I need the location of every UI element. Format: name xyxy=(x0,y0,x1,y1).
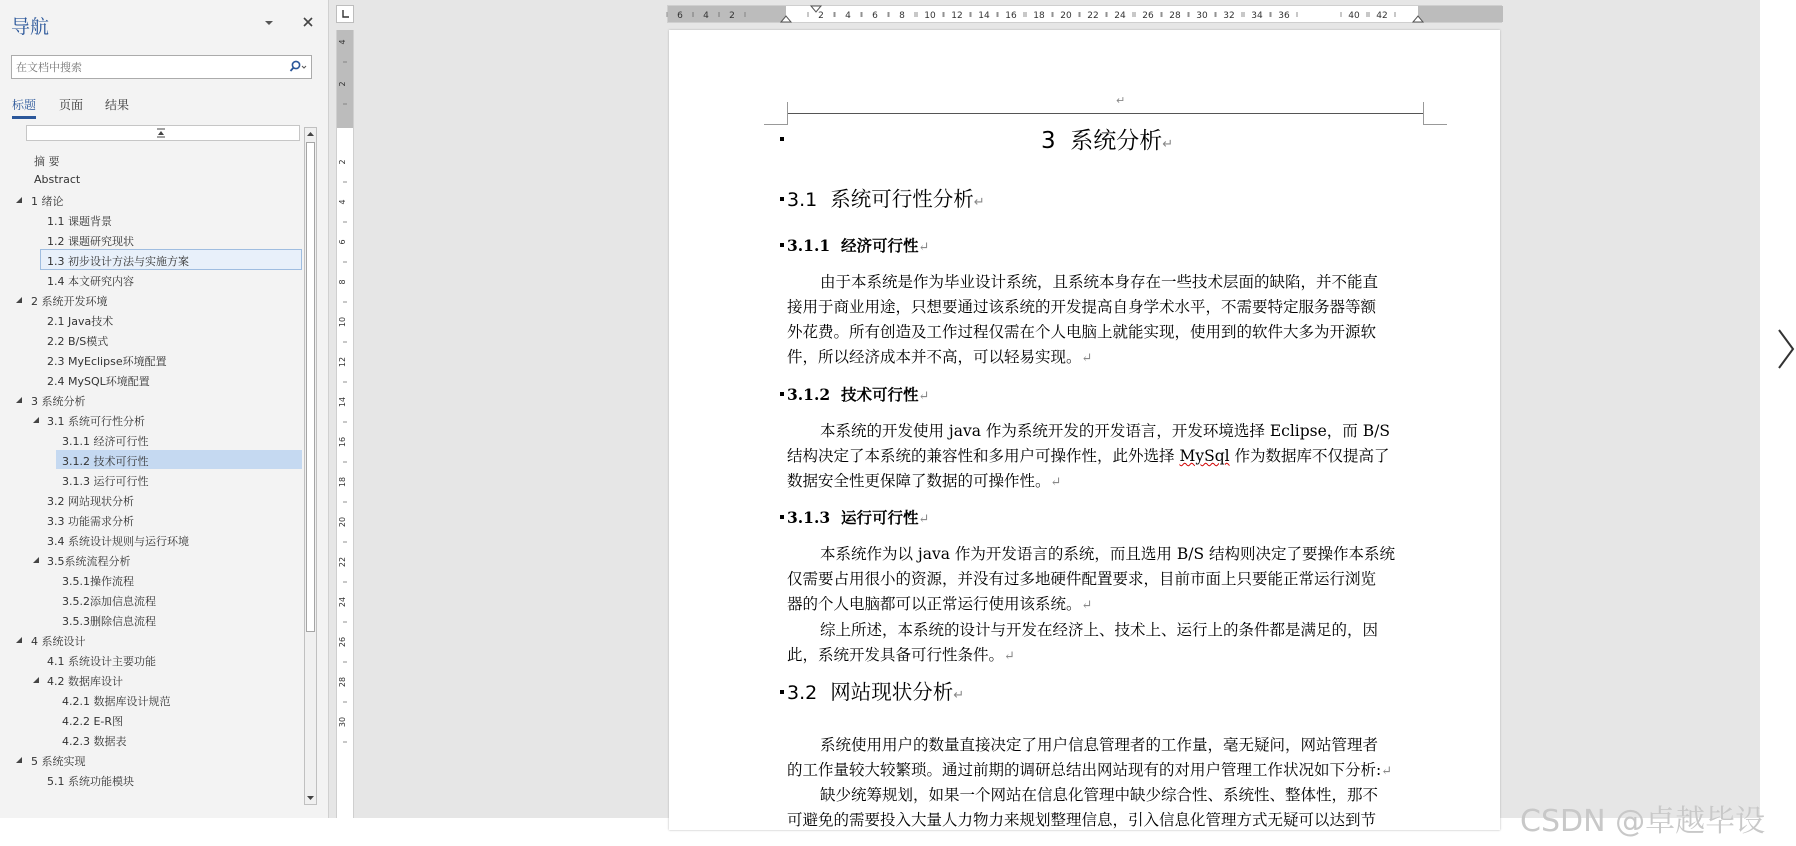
expand-triangle-icon[interactable] xyxy=(32,556,40,564)
ruler-label: 16 xyxy=(1005,11,1017,21)
header-paragraph-mark: ↵ xyxy=(1116,94,1126,107)
ruler-label: 16 xyxy=(338,436,347,448)
chapter-number: 3 xyxy=(1041,128,1056,154)
subsection-number: 3.1.2 xyxy=(787,385,831,404)
active-tab-indicator xyxy=(12,116,36,119)
ruler-label: 10 xyxy=(338,316,347,328)
ruler-label: 6 xyxy=(338,239,347,245)
close-icon[interactable] xyxy=(300,14,316,30)
ruler-label: 4 xyxy=(338,39,347,45)
heading-bullet xyxy=(780,137,784,141)
text-line-content: 件，所以经济成本并不高，可以轻易实现。 xyxy=(787,348,1082,366)
subsection-number: 3.1.1 xyxy=(787,236,831,255)
ruler-label: 4 xyxy=(703,11,709,21)
nav-heading-item[interactable] xyxy=(0,710,302,729)
nav-heading-label: 1 绪论 xyxy=(31,195,64,208)
subsection-heading-3-1-3 xyxy=(787,506,929,528)
nav-heading-item[interactable] xyxy=(0,170,302,189)
nav-heading-label: 3.1 系统可行性分析 xyxy=(47,415,145,428)
nav-heading-label: 2.1 Java技术 xyxy=(47,315,114,328)
nav-title: 导航 xyxy=(11,16,50,38)
ruler-label: 40 xyxy=(1348,11,1360,21)
ruler-label: 18 xyxy=(338,476,347,488)
nav-heading-label: 3.5系统流程分析 xyxy=(47,555,131,568)
nav-heading-label: 4.2.1 数据库设计规范 xyxy=(62,695,171,708)
heading-bullet xyxy=(780,392,784,396)
nav-heading-label: 3.1.1 经济可行性 xyxy=(62,435,149,448)
ruler-label: 28 xyxy=(1169,11,1181,21)
ruler-label: 2 xyxy=(338,159,347,165)
ruler-label: 26 xyxy=(1142,11,1154,21)
subsection-title: 运行可行性 xyxy=(840,508,919,527)
nav-scroll-thumb[interactable] xyxy=(306,142,315,632)
ruler-label: 36 xyxy=(1278,11,1290,21)
ruler-label: 18 xyxy=(1033,11,1045,21)
nav-heading-item[interactable] xyxy=(0,550,302,569)
paragraph-mark: ↵ xyxy=(1381,764,1393,779)
nav-heading-item[interactable] xyxy=(0,350,302,369)
nav-heading-item[interactable] xyxy=(0,210,302,229)
ruler-label: 24 xyxy=(1114,11,1126,21)
nav-heading-label: 2.4 MySQL环境配置 xyxy=(47,375,150,388)
text-line xyxy=(787,444,1390,466)
nav-heading-label: 4 系统设计 xyxy=(31,635,86,648)
horizontal-ruler[interactable] xyxy=(667,5,1502,23)
text-line: 由于本系统是作为毕业设计系统，且系统本身存在一些技术层面的缺陷，并不能直 xyxy=(820,273,1379,291)
text-line-content: 此，系统开发具备可行性条件。 xyxy=(787,646,1005,664)
nav-heading-label: 5 系统实现 xyxy=(31,755,86,768)
search-icon[interactable] xyxy=(288,59,308,75)
ruler-label: 12 xyxy=(338,356,347,368)
ruler-label: 34 xyxy=(1251,11,1263,21)
text-line-content: 的工作量较大较繁琐。通过前期的调研总结出网站现有的对用户管理工作状况如下分析: xyxy=(787,761,1382,779)
ruler-label: 20 xyxy=(1060,11,1072,21)
ruler-label: 8 xyxy=(338,279,347,285)
paragraph-mark: ↵ xyxy=(918,240,930,255)
tab-pages[interactable]: 页面 xyxy=(59,98,84,112)
nav-heading-item[interactable] xyxy=(0,750,302,769)
paragraph-mark: ↵ xyxy=(1004,649,1015,664)
text-line: 系统使用用户的数量直接决定了用户信息管理者的工作量，毫无疑问，网站管理者 xyxy=(820,736,1379,754)
heading-bullet xyxy=(780,690,784,694)
section-heading-3-2 xyxy=(787,675,964,705)
nav-heading-label: 3.1.3 运行可行性 xyxy=(62,475,149,488)
text-line: 仅需要占用很小的资源，并没有过多地硬件配置要求，目前市面上只要能正常运行浏览 xyxy=(787,570,1377,588)
text-line xyxy=(787,469,1061,491)
document-page[interactable] xyxy=(669,30,1500,830)
nav-heading-item[interactable] xyxy=(0,490,302,509)
nav-heading-item[interactable] xyxy=(0,530,302,549)
ruler-label: 14 xyxy=(338,396,347,408)
heading-bullet xyxy=(780,197,784,201)
watermark-text: CSDN @卓越毕设 xyxy=(1520,804,1766,839)
ruler-label: 22 xyxy=(1087,11,1099,21)
ruler-label: 12 xyxy=(951,11,963,21)
paragraph-mark: ↵ xyxy=(1050,475,1062,490)
heading-tree-header xyxy=(26,125,300,141)
nav-heading-label: Abstract xyxy=(34,173,81,186)
text-line: 综上所述，本系统的设计与开发在经济上、技术上、运行上的条件都是满足的，因 xyxy=(820,621,1379,639)
nav-heading-item[interactable] xyxy=(0,610,302,629)
expand-triangle-icon[interactable] xyxy=(15,296,23,304)
nav-heading-item[interactable] xyxy=(0,690,302,709)
first-line-indent-marker[interactable] xyxy=(810,6,822,14)
section-heading-3-1 xyxy=(787,182,985,212)
heading-bullet xyxy=(780,243,784,247)
text-line xyxy=(787,758,1392,780)
ruler-label: 32 xyxy=(1223,11,1235,21)
nav-heading-label: 2.3 MyEclipse环境配置 xyxy=(47,355,167,368)
ruler-label: 2 xyxy=(818,11,824,21)
nav-heading-item[interactable] xyxy=(0,370,302,389)
nav-heading-label: 2 系统开发环境 xyxy=(31,295,108,308)
text-line: 外花费。所有创造及工作过程仅需在个人电脑上就能实现，使用到的软件大多为开源软 xyxy=(787,323,1377,341)
section-number: 3.2 xyxy=(787,682,818,704)
vertical-ruler[interactable] xyxy=(336,30,354,818)
paragraph-mark: ↵ xyxy=(918,389,930,404)
nav-heading-label: 3.4 系统设计规则与运行环境 xyxy=(47,535,189,548)
chapter-title: 系统分析 xyxy=(1070,128,1163,154)
paragraph-mark: ↵ xyxy=(1081,351,1093,366)
section-number: 3.1 xyxy=(787,189,818,211)
nav-heading-item[interactable] xyxy=(0,770,302,789)
nav-heading-label: 1.4 本文研究内容 xyxy=(47,275,134,288)
chevron-down-icon[interactable] xyxy=(262,16,276,30)
section-title: 网站现状分析 xyxy=(830,680,954,704)
nav-heading-item[interactable] xyxy=(41,250,301,269)
nav-heading-item[interactable] xyxy=(0,430,302,449)
text-line: 可避免的需要投入大量人力物力来规划整理信息，引入信息化管理方式无疑可以达到节 xyxy=(787,811,1377,829)
right-indent-marker[interactable] xyxy=(1412,15,1424,23)
nav-heading-item[interactable] xyxy=(0,650,302,669)
nav-heading-label: 4.2.3 数据表 xyxy=(62,735,127,748)
expand-triangle-icon[interactable] xyxy=(32,416,40,424)
expand-triangle-icon[interactable] xyxy=(15,196,23,204)
nav-heading-label: 3.2 网站现状分析 xyxy=(47,495,134,508)
nav-heading-label: 5.1 系统功能模块 xyxy=(47,775,134,788)
tab-selector[interactable] xyxy=(336,5,354,23)
ruler-label: 26 xyxy=(338,636,347,648)
nav-scrollbar[interactable] xyxy=(304,127,317,805)
subsection-number: 3.1.3 xyxy=(787,508,831,527)
ruler-label: 8 xyxy=(899,11,905,21)
ruler-label: 10 xyxy=(924,11,936,21)
text-line xyxy=(787,345,1092,367)
text-line-content: 数据安全性更保障了数据的可操作性。 xyxy=(787,472,1051,490)
text-line: 缺少统筹规划，如果一个网站在信息化管理中缺少综合性、系统性、整体性，那不 xyxy=(820,786,1379,804)
subsection-heading-3-1-1 xyxy=(787,234,929,256)
nav-heading-item[interactable] xyxy=(56,450,302,469)
expand-triangle-icon[interactable] xyxy=(15,756,23,764)
tab-results[interactable]: 结果 xyxy=(105,98,130,112)
nav-heading-item[interactable] xyxy=(0,510,302,529)
paragraph-mark: ↵ xyxy=(1081,598,1093,613)
subsection-title: 技术可行性 xyxy=(840,385,919,404)
ruler-label: 24 xyxy=(338,596,347,608)
search-input[interactable] xyxy=(16,58,276,76)
ruler-label: 22 xyxy=(338,556,347,568)
nav-heading-item[interactable] xyxy=(0,310,302,329)
text-line xyxy=(787,592,1092,614)
section-title: 系统可行性分析 xyxy=(830,187,974,211)
nav-heading-item[interactable] xyxy=(0,410,302,429)
header-crop-mark-left xyxy=(764,102,788,125)
text-line-content: 器的个人电脑都可以正常运行使用该系统。 xyxy=(787,595,1082,613)
heading-bullet xyxy=(780,515,784,519)
chevron-right-icon[interactable] xyxy=(1776,328,1796,370)
ruler-label: 20 xyxy=(338,516,347,528)
tab-headings[interactable]: 标题 xyxy=(12,98,37,112)
nav-heading-label: 4.2 数据库设计 xyxy=(47,675,123,688)
text-line: 本系统作为以 java 作为开发语言的系统，而且选用 B/S 结构则决定了要操作本系统 xyxy=(820,545,1395,563)
chapter-heading xyxy=(1041,122,1173,155)
ruler-label: 14 xyxy=(978,11,990,21)
nav-heading-label: 摘 要 xyxy=(34,155,60,168)
nav-heading-label: 4.2.2 E-R图 xyxy=(62,715,124,728)
scroll-down-icon[interactable] xyxy=(305,791,316,804)
subsection-heading-3-1-2 xyxy=(787,383,929,405)
collapse-all-icon[interactable] xyxy=(155,127,167,139)
nav-heading-label: 3.5.2添加信息流程 xyxy=(62,595,156,608)
ruler-label: 30 xyxy=(1196,11,1208,21)
ruler-label: 6 xyxy=(872,11,878,21)
scroll-up-icon[interactable] xyxy=(305,128,316,141)
ruler-label: 4 xyxy=(845,11,851,21)
expand-triangle-icon[interactable] xyxy=(32,676,40,684)
nav-heading-label: 3.3 功能需求分析 xyxy=(47,515,134,528)
nav-heading-label: 1.3 初步设计方法与实施方案 xyxy=(47,255,189,268)
nav-heading-item[interactable] xyxy=(0,150,302,169)
nav-heading-item[interactable] xyxy=(0,590,302,609)
nav-heading-label: 3.1.2 技术可行性 xyxy=(62,455,149,468)
ruler-label: 4 xyxy=(338,199,347,205)
paragraph-mark: ↵ xyxy=(918,512,930,527)
nav-heading-label: 1.2 课题研究现状 xyxy=(47,235,134,248)
ruler-label: 30 xyxy=(338,716,347,728)
ruler-label: 2 xyxy=(729,11,735,21)
text-line-content: 作为数据库不仅提高了 xyxy=(1234,447,1390,465)
spelling-error-word[interactable]: MySql xyxy=(1179,447,1230,465)
ruler-label: 42 xyxy=(1376,11,1388,21)
expand-triangle-icon[interactable] xyxy=(15,396,23,404)
nav-heading-item[interactable] xyxy=(0,230,302,249)
nav-heading-item[interactable] xyxy=(0,670,302,689)
nav-heading-item[interactable] xyxy=(0,570,302,589)
nav-heading-label: 2.2 B/S模式 xyxy=(47,335,109,348)
nav-heading-label: 3.5.3删除信息流程 xyxy=(62,615,156,628)
text-line: 接用于商业用途，只想要通过该系统的开发提高自身学术水平，不需要特定服务器等额 xyxy=(787,298,1377,316)
nav-heading-item[interactable] xyxy=(0,290,302,309)
paragraph-mark: ↵ xyxy=(973,195,985,210)
ruler-label: 6 xyxy=(677,11,683,21)
navigation-pane xyxy=(0,0,329,818)
nav-heading-item[interactable] xyxy=(0,630,302,649)
text-line xyxy=(787,643,1015,665)
text-line: 本系统的开发使用 java 作为系统开发的开发语言，开发环境选择 Eclipse，而 B/S xyxy=(820,422,1390,440)
nav-heading-item[interactable] xyxy=(0,390,302,409)
nav-heading-item[interactable] xyxy=(0,190,302,209)
nav-heading-label: 1.1 课题背景 xyxy=(47,215,112,228)
header-rule xyxy=(787,113,1423,114)
nav-heading-item[interactable] xyxy=(0,330,302,349)
ruler-label: 2 xyxy=(338,81,347,87)
nav-heading-item[interactable] xyxy=(0,730,302,749)
search-box xyxy=(11,55,312,79)
nav-heading-item[interactable] xyxy=(0,270,302,289)
ruler-label: 28 xyxy=(338,676,347,688)
left-indent-marker[interactable] xyxy=(780,15,792,23)
paragraph-mark: ↵ xyxy=(1162,137,1174,152)
paragraph-mark: ↵ xyxy=(953,688,965,703)
nav-heading-label: 3.5.1操作流程 xyxy=(62,575,134,588)
expand-triangle-icon[interactable] xyxy=(15,636,23,644)
nav-heading-item[interactable] xyxy=(0,470,302,489)
text-line-content: 结构决定了本系统的兼容性和多用户可操作性，此外选择 xyxy=(787,447,1175,465)
subsection-title: 经济可行性 xyxy=(840,236,919,255)
header-crop-mark-right xyxy=(1423,102,1447,125)
nav-heading-label: 4.1 系统设计主要功能 xyxy=(47,655,156,668)
nav-heading-label: 3 系统分析 xyxy=(31,395,86,408)
